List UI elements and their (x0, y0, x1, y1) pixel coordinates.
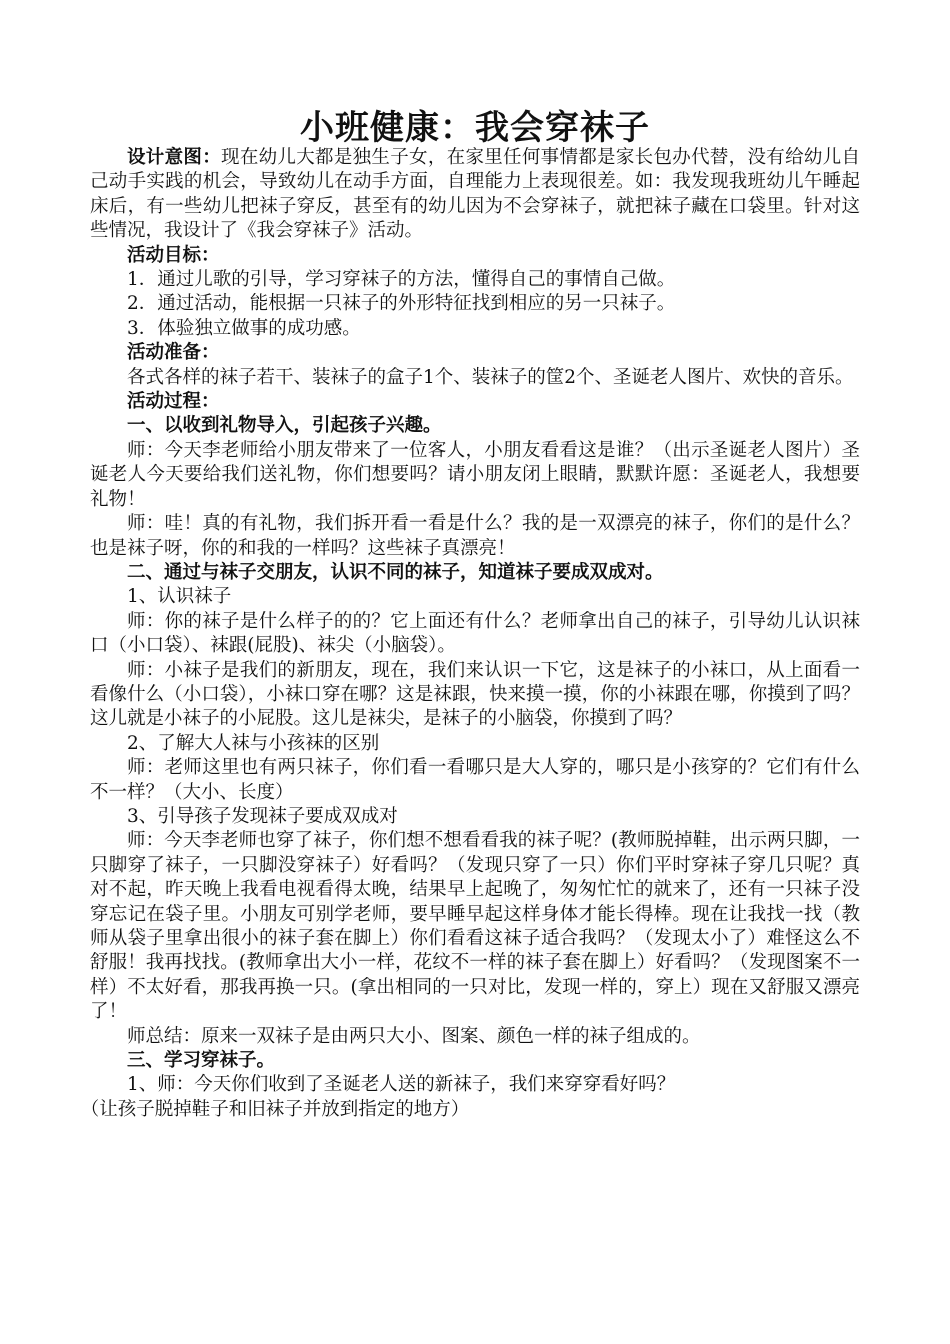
process-label: 活动过程： (127, 391, 220, 413)
design-intent-text: 现在幼儿大都是独生子女，在家里任何事情都是家长包办代替，没有给幼儿自己动手实践的机会，导致幼儿在动手方面，自理能力上表现很差。如：我发现我班幼儿午睡起床后，有一些幼儿把袜子穿反，甚至有的幼儿因为不会穿袜子，就把袜子藏在口袋里。针对这些情况，我设计了《我会穿袜子》活动。 (90, 147, 860, 242)
design-intent-label: 设计意图： (127, 147, 222, 168)
subsection-heading: 3、引导孩子发现袜子要成双成对 (127, 805, 398, 827)
paragraph: （让孩子脱掉鞋子和旧袜子并放到指定的地方） (80, 1098, 470, 1120)
subsection-heading: 2、了解大人袜与小孩袜的区别 (127, 732, 380, 754)
section-heading: 二、通过与袜子交朋友，认识不同的袜子，知道袜子要成双成对。 (127, 561, 664, 583)
section-heading: 三、学习穿袜子。 (127, 1050, 276, 1072)
section-heading: 一、以收到礼物导入，引起孩子兴趣。 (127, 415, 442, 437)
subsection-heading: 1、认识袜子 (127, 586, 232, 608)
goal-item: 1．通过儿歌的引导，学习穿袜子的方法，懂得自己的事情自己做。 (127, 269, 676, 291)
paragraph: 师：老师这里也有两只袜子，你们看一看哪只是大人穿的，哪只是小孩穿的？它们有什么不一样？（大小、长度） (90, 757, 860, 803)
document-title: 小班健康：我会穿袜子 (300, 108, 650, 148)
goal-item: 2．通过活动，能根据一只袜子的外形特征找到相应的另一只袜子。 (127, 293, 676, 315)
design-intent-paragraph (90, 146, 860, 244)
paragraph: 师：今天李老师也穿了袜子，你们想不想看看我的袜子呢？(教师脱掉鞋，出示两只脚，一只脚穿了袜子，一只脚没穿袜子）好看吗？（发现只穿了一只）你们平时穿袜子穿几只呢？真对不起，昨天晚上我看电视看得太晚，结果早上起晚了，匆匆忙忙的就来了，还有一只袜子没穿忘记在袋子里。小朋友可别学老师，要早睡早起这样身体才能长得棒。现在让我找一找（教师从袋子里拿出很小的袜子套在脚上）你们看看这袜子适合我吗？（发现太小了）难怪这么不舒服！我再找找。(教师拿出大小一样，花纹不一样的袜子套在脚上）好看吗？（发现图案不一样）不太好看，那我再换一只。(拿出相同的一只对比，发现一样的，穿上）现在又舒服又漂亮了！ (90, 830, 860, 1023)
paragraph: 师：小袜子是我们的新朋友，现在，我们来认识一下它，这是袜子的小袜口，从上面看一看像什么（小口袋），小袜口穿在哪？这是袜跟，快来摸一摸，你的小袜跟在哪，你摸到了吗？这儿就是小袜子的小屁股。这儿是袜尖，是袜子的小脑袋，你摸到了吗？ (90, 659, 860, 730)
prep-label: 活动准备： (127, 342, 220, 364)
goal-item: 3．体验独立做事的成功感。 (127, 317, 361, 339)
paragraph: 1、师：今天你们收到了圣诞老人送的新袜子，我们来穿穿看好吗？ (127, 1074, 676, 1096)
paragraph: 师：你的袜子是什么样子的的？它上面还有什么？老师拿出自己的袜子，引导幼儿认识袜口（小口袋）、袜跟(屁股)、袜尖（小脑袋）。 (90, 610, 860, 657)
paragraph: 师：今天李老师给小朋友带来了一位客人，小朋友看看这是谁？（出示圣诞老人图片）圣诞老人今天要给我们送礼物，你们想要吗？请小朋友闭上眼睛，默默许愿：圣诞老人，我想要礼物！ (90, 439, 860, 510)
prep-text: 各式各样的袜子若干、装袜子的盒子1个、装袜子的筐2个、圣诞老人图片、欢快的音乐。 (127, 366, 854, 388)
goals-label: 活动目标： (127, 244, 220, 266)
summary-paragraph: 师总结：原来一双袜子是由两只大小、图案、颜色一样的袜子组成的。 (127, 1025, 701, 1047)
paragraph: 师：哇！真的有礼物，我们拆开看一看是什么？我的是一双漂亮的袜子，你们的是什么？也是袜子呀，你的和我的一样吗？这些袜子真漂亮！ (90, 513, 860, 559)
document-body (80, 146, 860, 1122)
